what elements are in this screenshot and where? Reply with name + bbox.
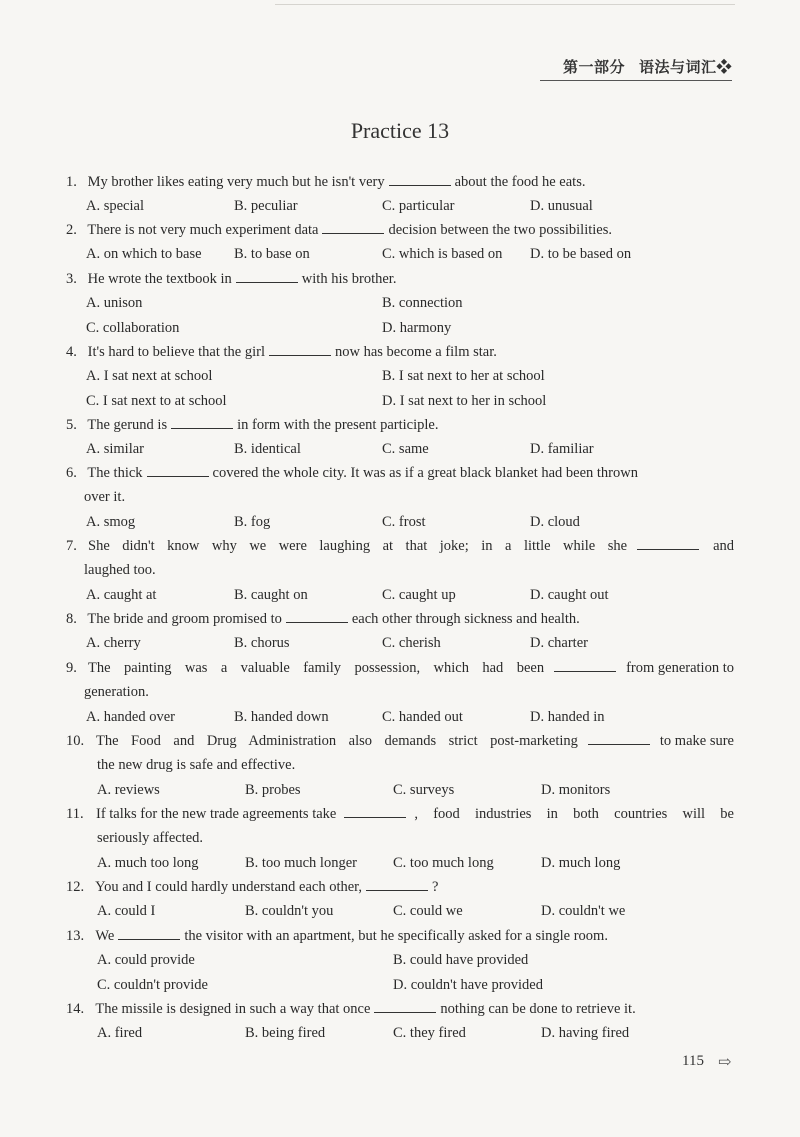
answer-blank <box>389 173 451 186</box>
option-b: B. too much longer <box>245 854 357 871</box>
option-a: A. smog <box>86 513 136 530</box>
option-a: A. could provide <box>97 952 195 969</box>
option-a: A. similar <box>86 441 144 458</box>
answer-blank <box>118 927 180 940</box>
answer-blank <box>588 732 650 745</box>
answer-blank <box>322 221 384 234</box>
question-text: My brother likes eating very much but he isn't very <box>87 174 385 190</box>
question-text-after: the visitor with an apartment, but he specifically asked for a single room. <box>184 928 608 944</box>
question-number: 11. <box>66 806 84 822</box>
option-b: B. identical <box>234 441 301 458</box>
top-rule <box>275 4 735 5</box>
option-b: B. connection <box>382 295 463 312</box>
question-text: The Food and Drug Administration also demands strict post-marketing <box>96 733 578 749</box>
page-title: Practice 13 <box>350 118 450 143</box>
question-number: 12. <box>66 879 85 895</box>
answer-blank <box>554 659 616 672</box>
option-d: D. charter <box>530 635 588 652</box>
question-number: 8. <box>66 611 77 627</box>
option-d: D. couldn't have provided <box>393 976 543 993</box>
question-text-group <box>66 729 578 753</box>
question-text-after: to make sure <box>659 733 734 749</box>
option-c: C. cherish <box>382 635 441 652</box>
question-text: The thick <box>87 465 143 481</box>
option-c: C. same <box>382 441 429 458</box>
option-a: A. reviews <box>97 781 160 798</box>
option-b: B. caught on <box>234 586 308 603</box>
page-number: 115 <box>682 1053 704 1069</box>
option-d: D. unusual <box>530 198 593 215</box>
question-text-group <box>66 656 544 680</box>
question-number: 5. <box>66 417 77 433</box>
option-d: D. to be based on <box>530 246 632 263</box>
option-c: C. couldn't provide <box>97 976 208 993</box>
option-b: B. chorus <box>234 635 290 652</box>
question-12 <box>66 875 734 924</box>
header-rule <box>540 80 732 81</box>
option-d: D. familiar <box>530 441 594 458</box>
question-text: The gerund is <box>87 417 168 433</box>
question-text-after: each other through sickness and health. <box>351 611 580 627</box>
question-text-after: nothing can be done to retrieve it. <box>440 1001 636 1017</box>
answer-blank <box>269 343 331 356</box>
option-c: C. particular <box>382 198 455 215</box>
option-a: A. unison <box>86 295 143 312</box>
option-c: C. too much long <box>393 854 494 871</box>
option-a: A. caught at <box>86 586 157 603</box>
question-text: There is not very much experiment data <box>87 222 319 238</box>
question-7 <box>66 534 734 607</box>
question-number: 9. <box>66 660 77 676</box>
answer-blank <box>374 1000 436 1013</box>
option-d: D. caught out <box>530 586 609 603</box>
question-number: 14. <box>66 1001 85 1017</box>
option-b: B. fog <box>234 513 271 530</box>
question-text-after: and <box>713 538 734 554</box>
answer-blank <box>366 878 428 891</box>
question-text-after: ? <box>432 879 439 895</box>
option-a: A. much too long <box>97 854 199 871</box>
option-a: A. on which to base <box>86 246 202 263</box>
option-c: C. collaboration <box>86 319 180 336</box>
question-1 <box>66 170 734 219</box>
question-14 <box>66 997 734 1046</box>
option-b: B. I sat next to her at school <box>382 368 545 385</box>
question-text-after: about the food he eats. <box>454 174 586 190</box>
option-a: A. handed over <box>86 708 175 725</box>
question-text: The missile is designed in such a way that once <box>95 1001 371 1017</box>
answer-blank <box>344 805 406 818</box>
question-number: 4. <box>66 344 77 360</box>
option-b: B. to base on <box>234 246 310 263</box>
question-text-after: with his brother. <box>301 271 397 287</box>
question-number: 7. <box>66 538 77 554</box>
option-a: A. I sat next at school <box>86 368 213 385</box>
option-c: C. caught up <box>382 586 456 603</box>
question-text-after: from generation to <box>626 660 734 676</box>
option-c: C. could we <box>393 903 463 920</box>
question-13 <box>66 924 734 997</box>
question-number: 1. <box>66 174 77 190</box>
question-text: He wrote the textbook in <box>87 271 232 287</box>
option-c: C. they fired <box>393 1025 466 1042</box>
question-text-after: decision between the two possibilities. <box>388 222 612 238</box>
option-a: A. fired <box>97 1025 143 1042</box>
question-number: 10. <box>66 733 85 749</box>
option-d: D. cloud <box>530 513 580 530</box>
ornament-icon: ❖ <box>716 58 732 76</box>
option-b: B. handed down <box>234 708 329 725</box>
running-header <box>563 56 732 77</box>
question-continuation: generation. <box>84 684 149 701</box>
question-10 <box>66 729 734 802</box>
question-6 <box>66 461 734 534</box>
question-text: We <box>95 928 115 944</box>
header-section-title: 语法与词汇 <box>638 58 717 76</box>
question-text-group <box>66 534 627 558</box>
question-text: If talks for the new trade agreements take <box>96 806 337 822</box>
option-b: B. probes <box>245 781 301 798</box>
question-number: 3. <box>66 271 77 287</box>
question-5 <box>66 413 734 462</box>
option-b: B. could have provided <box>393 952 529 969</box>
option-c: C. handed out <box>382 708 463 725</box>
question-text: It's hard to believe that the girl <box>87 344 265 360</box>
question-number: 6. <box>66 465 77 481</box>
answer-blank <box>286 610 348 623</box>
question-text-group <box>66 802 336 826</box>
option-c: C. which is based on <box>382 246 503 263</box>
question-8 <box>66 607 734 656</box>
option-a: A. cherry <box>86 635 141 652</box>
question-continuation: over it. <box>84 489 126 506</box>
answer-blank <box>171 416 233 429</box>
question-text-after: in form with the present participle. <box>237 417 439 433</box>
option-a: A. special <box>86 198 144 215</box>
question-text: She didn't know why we were laughing at that joke; in a little while she <box>88 538 628 554</box>
option-c: C. I sat next to at school <box>86 392 227 409</box>
option-d: D. couldn't we <box>541 903 626 920</box>
question-text-after: now has become a film star. <box>335 344 497 360</box>
question-9 <box>66 656 734 729</box>
question-4 <box>66 340 734 413</box>
option-d: D. I sat next to her in school <box>382 392 547 409</box>
question-text-after: , food industries in both countries will be <box>414 806 734 822</box>
question-number: 13. <box>66 928 85 944</box>
option-d: D. handed in <box>530 708 605 725</box>
question-continuation: laughed too. <box>84 562 156 579</box>
question-text: The bride and groom promised to <box>87 611 282 627</box>
option-d: D. much long <box>541 854 621 871</box>
option-b: B. peculiar <box>234 198 298 215</box>
option-c: C. surveys <box>393 781 455 798</box>
next-arrow-icon: ⇨ <box>718 1054 732 1071</box>
answer-blank <box>637 537 699 550</box>
question-number: 2. <box>66 222 77 238</box>
question-continuation: seriously affected. <box>97 830 204 847</box>
option-d: D. harmony <box>382 319 452 336</box>
answer-blank <box>147 464 209 477</box>
question-3 <box>66 267 734 340</box>
header-part: 第一部分 <box>562 58 625 76</box>
answer-blank <box>236 270 298 283</box>
option-b: B. being fired <box>245 1025 326 1042</box>
question-11 <box>66 802 734 875</box>
option-d: D. having fired <box>541 1025 630 1042</box>
option-c: C. frost <box>382 513 426 530</box>
option-a: A. could I <box>97 903 156 920</box>
option-d: D. monitors <box>541 781 611 798</box>
question-text-after: covered the whole city. It was as if a great black blanket had been thrown <box>212 465 638 481</box>
question-text: The painting was a valuable family possession, which had been <box>88 660 545 676</box>
question-continuation: the new drug is safe and effective. <box>97 757 296 774</box>
option-b: B. couldn't you <box>245 903 334 920</box>
question-2 <box>66 218 734 267</box>
question-text: You and I could hardly understand each other, <box>95 879 363 895</box>
